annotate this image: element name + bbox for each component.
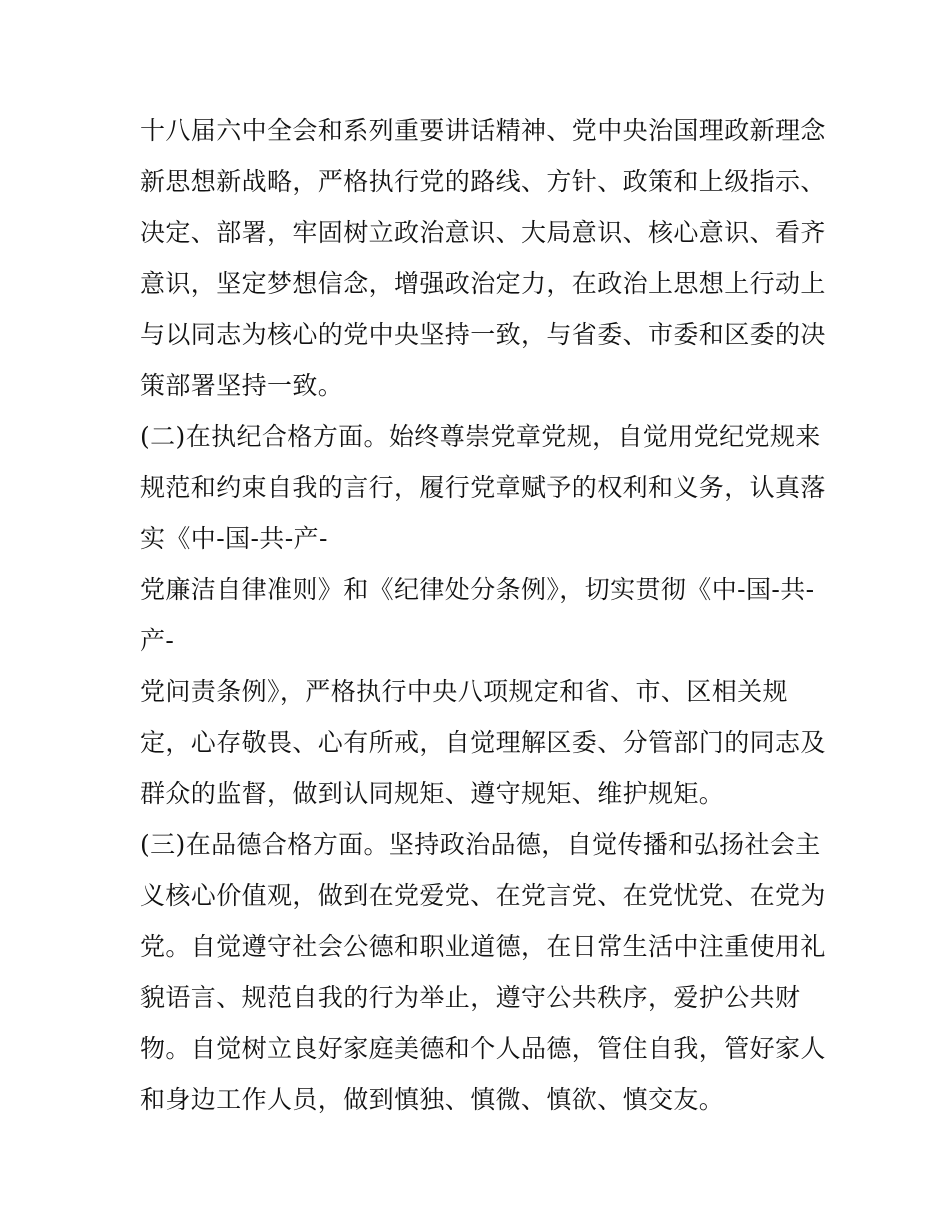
text-line: 和身边工作人员，做到慎独、慎微、慎欲、慎交友。 <box>140 1085 725 1114</box>
text-line: 定，心存敬畏、心有所戒，自觉理解区委、分管部门的同志及 <box>140 728 826 757</box>
text-line: 意识，坚定梦想信念，增强政治定力，在政治上思想上行动上 <box>140 269 826 298</box>
text-line: (三)在品德合格方面。坚持政治品德，自觉传播和弘扬社会主 <box>140 830 821 859</box>
text-line: 群众的监督，做到认同规矩、遵守规矩、维护规矩。 <box>140 779 725 808</box>
text-line: 义核心价值观，做到在党爱党、在党言党、在党忧党、在党为 <box>140 881 826 910</box>
text-line: (二)在执纪合格方面。始终尊崇党章党规，自觉用党纪党规来 <box>140 422 821 451</box>
body-text <box>140 105 830 1125</box>
text-line: 党廉洁自律准则》和《纪律处分条例》，切实贯彻《中-国-共- <box>140 575 815 604</box>
text-line: 十八届六中全会和系列重要讲话精神、党中央治国理政新理念 <box>140 116 826 145</box>
text-line: 实《中-国-共-产- <box>140 524 328 553</box>
text-line: 产- <box>140 626 175 655</box>
text-line: 决定、部署，牢固树立政治意识、大局意识、核心意识、看齐 <box>140 218 826 247</box>
text-line: 策部署坚持一致。 <box>140 371 344 400</box>
text-line: 新思想新战略，严格执行党的路线、方针、政策和上级指示、 <box>140 167 826 196</box>
text-line: 物。自觉树立良好家庭美德和个人品德，管住自我，管好家人 <box>140 1034 826 1063</box>
text-line: 党问责条例》，严格执行中央八项规定和省、市、区相关规 <box>140 677 788 706</box>
text-line: 与以同志为核心的党中央坚持一致，与省委、市委和区委的决 <box>140 320 826 349</box>
text-line: 规范和约束自我的言行，履行党章赋予的权利和义务，认真落 <box>140 473 826 502</box>
text-line: 貌语言、规范自我的行为举止，遵守公共秩序，爱护公共财 <box>140 983 801 1012</box>
text-line: 党。自觉遵守社会公德和职业道德，在日常生活中注重使用礼 <box>140 932 826 961</box>
